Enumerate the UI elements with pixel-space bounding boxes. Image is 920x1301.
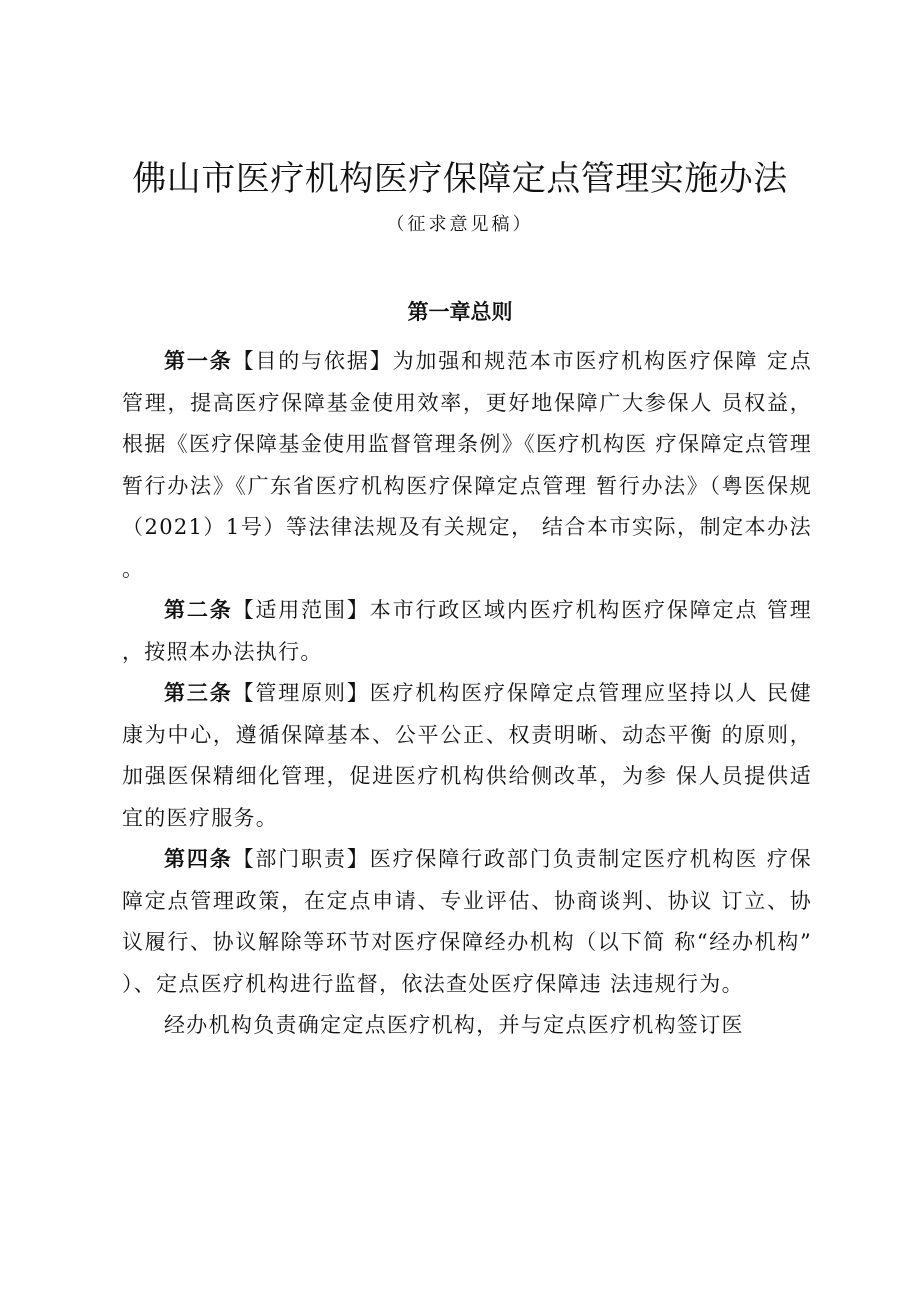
document-body	[122, 341, 812, 1047]
article-3-number: 第三条	[164, 681, 233, 705]
article-4-number: 第四条	[164, 847, 233, 871]
article-1-number: 第一条	[164, 349, 233, 373]
article-2	[122, 590, 812, 673]
document-title: 佛山市医疗机构医疗保障定点管理实施办法	[132, 159, 788, 199]
article-2-text: 【适用范围】本市行政区域内医疗机构医疗保障定点 管理，按照本办法执行。	[122, 598, 812, 664]
chapter-heading: 第一章总则	[407, 300, 513, 324]
article-4-text: 【部门职责】医疗保障行政部门负责制定医疗机构医 疗保障定点管理政策，在定点申请、专业评估、协商谈判、协议 订立、协议履行、协议解除等环节对医疗保障经办机构（以下简 称“经办机构”）、定点医疗机构进行监督，依法查处医疗保障违 法违规行为。	[122, 847, 812, 996]
article-3-text: 【管理原则】医疗机构医疗保障定点管理应坚持以人 民健康为中心，遵循保障基本、公平公正、权责明晰、动态平衡 的原则，加强医保精细化管理，促进医疗机构供给侧改革，为参 保人员提供适宜的医疗服务。	[122, 681, 812, 830]
continuation-text: 经办机构负责确定定点医疗机构，并与定点医疗机构签订医	[164, 1013, 744, 1037]
article-4-continuation	[122, 1005, 812, 1047]
article-1-text: 【目的与依据】为加强和规范本市医疗机构医疗保障 定点管理，提高医疗保障基金使用效率，更好地保障广大参保人 员权益，根据《医疗保障基金使用监督管理条例》《医疗机构医 疗保障定点管理暂行办法》《广东省医疗机构医疗保障定点管理 暂行办法》（粤医保规（2021）1号）等法律法规及有关规定， 结合本市实际，制定本办法。	[122, 349, 812, 581]
document-subtitle: （征求意见稿）	[386, 214, 534, 235]
article-1	[122, 341, 812, 590]
article-2-number: 第二条	[164, 598, 233, 622]
article-3	[122, 673, 812, 839]
article-4	[122, 839, 812, 1005]
